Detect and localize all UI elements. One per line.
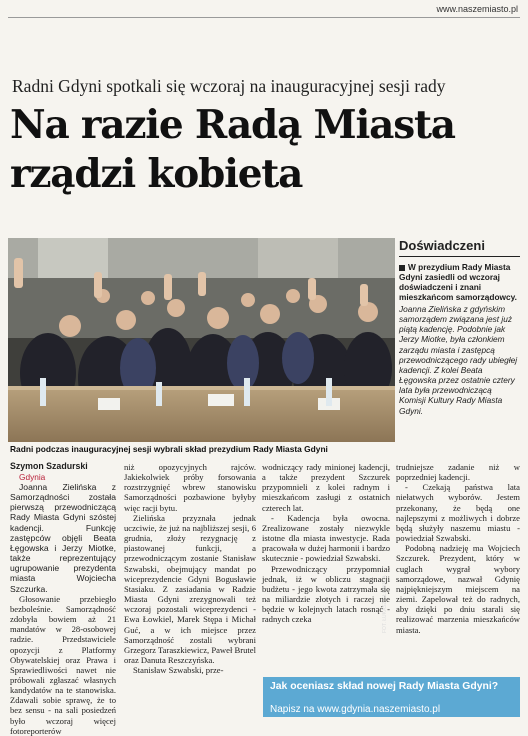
site-url: www.naszemiasto.pl	[436, 4, 518, 14]
article-paragraph: - Czekają państwa lata niełatwych wyborów. Jestem przekonany, że będą one najlepszymi z możliwych i dobrze będą służyły naszemu miastu - powiedział Szwabski.	[396, 482, 520, 544]
photo-credit: FOT. ŁUKASZ GŁOWALA	[382, 575, 388, 633]
article-column-1	[10, 461, 116, 736]
article-column-3	[262, 462, 390, 625]
article-column-2	[124, 462, 256, 675]
photo-caption: Radni podczas inauguracyjnej sesji wybrali skład prezydium Rady Miasta Gdyni	[10, 444, 328, 454]
article-author: Szymon Szadurski	[10, 461, 88, 471]
poll-cta-link[interactable]: www.gdynia.naszemiasto.pl	[317, 704, 441, 715]
article-paragraph: niż opozycyjnych rajców. Jakiekolwiek próby forsowania rozstrzygnięć wbrew stanowisku Samorządności pozbawione byłyby więc racji bytu.	[124, 462, 256, 513]
article-kicker: Radni Gdyni spotkali się wczoraj na inauguracyjnej sesji rady	[12, 76, 446, 96]
article-place: Gdynia	[19, 472, 46, 482]
article-paragraph: Podobną nadzieję ma Wojciech Szczurek. Prezydent, który w cuglach wygrał wybory samorządowe, nazwał Gdynię najpiękniejszym miejscem na ziemi. Zapelował też do radnych, aby dzięki po dniu starali się realizować marzenia mieszkańców miasta.	[396, 543, 520, 635]
article-paragraph: Głosowanie przebiegło bezboleśnie. Samorządność zdobyła bowiem aż 21 mandatów w 28-osobowej radzie. Przedstawiciele opozycji z Platformy Obywatelskiej oraz Prawa i Sprawiedliwości nawet nie próbowali zgłaszać własnych kandydatów na te stanowiska. Zdawali sobie sprawę, że to bez sensu - na sali posiedzeń było wczoraj więcej fotoreporterów	[10, 593, 116, 736]
article-paragraph: Przewodniczący przypomniał jednak, iż w obliczu stagnacji budżetu - jego kwota zatrzymała się na miliardzie złotych i raczej nie będzie w kolejnych latach rosnąć - radnych czeka	[262, 563, 390, 625]
poll-cta	[270, 704, 440, 715]
article-paragraph: Joanna Zielińska z Samorządności została pierwszą przewodniczącą Rady Miasta Gdyni szóstej kadencji. Funkcję zastępców objęli Beata Łęgowska i Jerzy Miotke, także reprezentujący ugrupowanie prezydenta miasta Wojciecha Szczurka.	[10, 482, 116, 594]
article-paragraph: - Kadencja była owocna. Zrealizowane zostały niezwykle istotne dla miasta inwestycje. Rada pracowała w dużej harmonii i bardzo skutecznie - powiedział Szwabski.	[262, 512, 390, 564]
header-rule	[8, 17, 520, 18]
poll-box	[263, 677, 520, 717]
article-title-line2: rządzi kobieta	[10, 151, 303, 197]
article-paragraph: Zielińska przyznała jednak uczciwie, że już na najbliższej sesji, 6 grudnia, złoży rezygnację z piastowanej funkcji, a przewodniczącym zostanie Stanisław Szwabski, obejmujący mandat po wiceprezydencie Gdyni Bogusławie Stasiaku. Z zasiadania w Radzie Miasta Gdyni zrezygnowali też wczoraj pozostali wiceprezydenci - Ewa Łowkiel, Marek Stępa i Michał Guć, a w ich miejsce przez Samorządność zostali wybrani Grzegorz Taraszkiewicz, Paweł Brutel oraz Danuta Reszczyńska.	[124, 512, 256, 665]
show-through-text: ⠀	[92, 24, 112, 54]
article-paragraph: Stanisław Szwabski, prze-	[133, 665, 224, 676]
article-column-4	[396, 462, 520, 635]
sidebar-box	[399, 238, 520, 416]
council-session-photo	[8, 238, 395, 442]
article-paragraph: wodniczący rady minionej kadencji, a także prezydent Szczurek przypomnieli z kolei radnym i mieszkańcom zasługi z ostatnich czterech lat.	[262, 462, 390, 513]
article-paragraph: trudniejsze zadanie niż w poprzedniej kadencji.	[396, 462, 520, 483]
article-title-line1: Na razie Radą Miasta	[10, 102, 455, 148]
poll-cta-prefix: Napisz na	[270, 704, 318, 715]
sidebar-lead: W prezydium Rady Miasta Gdyni zasiedli od wczoraj doświadczeni i znani mieszkańcom samorządowcy.	[399, 262, 517, 302]
sidebar-title: Doświadczeni	[399, 238, 520, 257]
bullet-square-icon	[399, 265, 405, 271]
sidebar-text: Joanna Zielińska z gdyńskim samorządem związana jest już piątą kadencję. Podobnie jak Jerzy Miotke, była członkiem zarządu miasta i zastępcą przewodniczącego rady ubiegłej kadencji. Z kolei Beata Łęgowska przez ostatnie cztery lata była przewodniczącą Komisji Kultury Rady Miasta Gdyni.	[399, 304, 518, 416]
poll-question: Jak oceniasz skład nowej Rady Miasta Gdyni?	[270, 681, 499, 692]
